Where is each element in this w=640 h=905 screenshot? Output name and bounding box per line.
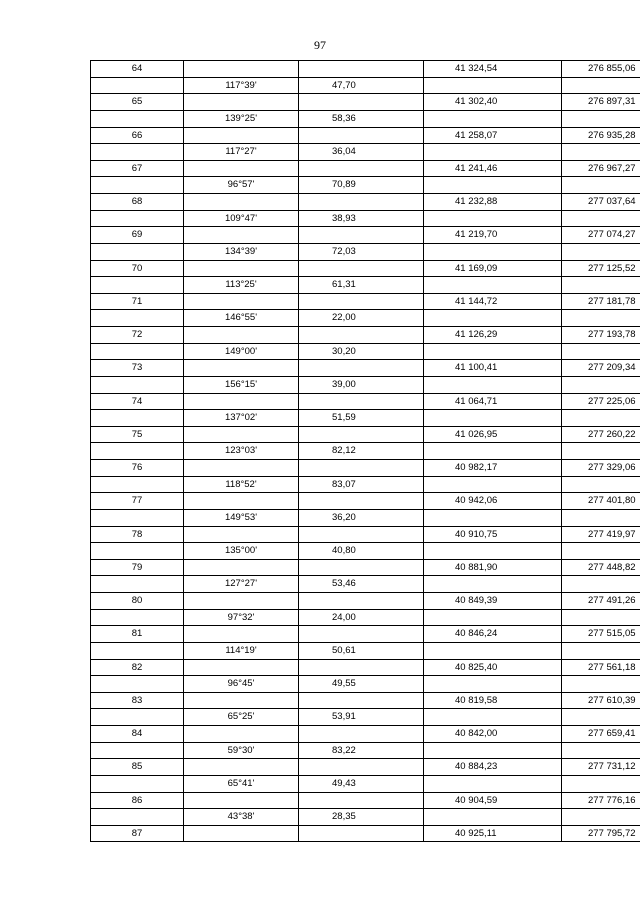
x-coordinate-cell: 40 846,24 [424,626,562,643]
x-coordinate-cell: 41 144,72 [424,293,562,310]
side-length-cell: 40,80 [299,543,424,560]
coordinates-table-body [91,61,640,842]
y-coordinate-cell: 276 855,06 [562,61,640,78]
side-row [91,443,640,460]
point-number-cell: 82 [91,659,184,676]
side-length-cell [299,94,424,111]
direction-angle-cell [184,626,299,643]
direction-angle-cell: 96°57' [184,177,299,194]
side-row [91,144,640,161]
x-coordinate-cell [424,77,562,94]
point-number-cell [91,277,184,294]
point-row [91,194,640,211]
y-coordinate-cell: 277 401,80 [562,493,640,510]
side-row [91,476,640,493]
x-coordinate-cell [424,310,562,327]
point-number-cell [91,410,184,427]
direction-angle-cell: 117°27' [184,144,299,161]
x-coordinate-cell: 41 169,09 [424,260,562,277]
point-row [91,460,640,477]
x-coordinate-cell [424,676,562,693]
point-number-cell: 73 [91,360,184,377]
side-row [91,277,640,294]
x-coordinate-cell [424,410,562,427]
side-row [91,576,640,593]
side-length-cell: 83,07 [299,476,424,493]
y-coordinate-cell: 277 181,78 [562,293,640,310]
x-coordinate-cell [424,243,562,260]
x-coordinate-cell: 41 064,71 [424,393,562,410]
point-number-cell [91,676,184,693]
side-row [91,775,640,792]
point-row [91,626,640,643]
point-number-cell [91,110,184,127]
y-coordinate-cell: 277 037,64 [562,194,640,211]
y-coordinate-cell: 276 967,27 [562,160,640,177]
y-coordinate-cell [562,742,640,759]
direction-angle-cell: 109°47' [184,210,299,227]
point-number-cell [91,144,184,161]
side-length-cell: 22,00 [299,310,424,327]
side-length-cell [299,792,424,809]
side-row [91,642,640,659]
y-coordinate-cell: 277 515,05 [562,626,640,643]
point-row [91,726,640,743]
direction-angle-cell: 137°02' [184,410,299,427]
y-coordinate-cell: 277 419,97 [562,526,640,543]
x-coordinate-cell: 41 258,07 [424,127,562,144]
x-coordinate-cell [424,543,562,560]
point-row [91,593,640,610]
side-row [91,210,640,227]
point-row [91,260,640,277]
side-length-cell: 53,91 [299,709,424,726]
y-coordinate-cell [562,376,640,393]
direction-angle-cell [184,460,299,477]
side-length-cell [299,759,424,776]
side-length-cell: 47,70 [299,77,424,94]
point-row [91,692,640,709]
side-length-cell: 39,00 [299,376,424,393]
x-coordinate-cell: 41 126,29 [424,327,562,344]
y-coordinate-cell [562,609,640,626]
direction-angle-cell [184,227,299,244]
point-row [91,426,640,443]
y-coordinate-cell: 277 610,39 [562,692,640,709]
side-length-cell: 49,43 [299,775,424,792]
point-number-cell [91,210,184,227]
side-length-cell: 61,31 [299,277,424,294]
point-number-cell [91,376,184,393]
x-coordinate-cell: 41 302,40 [424,94,562,111]
side-length-cell [299,825,424,842]
point-number-cell [91,809,184,826]
direction-angle-cell [184,94,299,111]
direction-angle-cell: 65°41' [184,775,299,792]
point-number-cell [91,77,184,94]
side-length-cell: 53,46 [299,576,424,593]
direction-angle-cell: 113°25' [184,277,299,294]
y-coordinate-cell: 277 795,72 [562,825,640,842]
point-number-cell [91,543,184,560]
x-coordinate-cell: 40 842,00 [424,726,562,743]
direction-angle-cell [184,160,299,177]
y-coordinate-cell [562,642,640,659]
y-coordinate-cell [562,576,640,593]
side-length-cell: 50,61 [299,642,424,659]
side-row [91,77,640,94]
point-number-cell [91,742,184,759]
side-row [91,742,640,759]
side-length-cell [299,360,424,377]
point-row [91,526,640,543]
side-length-cell [299,61,424,78]
y-coordinate-cell: 277 731,12 [562,759,640,776]
side-length-cell [299,493,424,510]
y-coordinate-cell [562,343,640,360]
side-length-cell: 83,22 [299,742,424,759]
point-row [91,293,640,310]
x-coordinate-cell [424,210,562,227]
point-number-cell [91,609,184,626]
x-coordinate-cell [424,509,562,526]
x-coordinate-cell [424,376,562,393]
y-coordinate-cell [562,110,640,127]
y-coordinate-cell: 277 491,26 [562,593,640,610]
y-coordinate-cell: 277 448,82 [562,559,640,576]
direction-angle-cell: 59°30' [184,742,299,759]
y-coordinate-cell [562,144,640,161]
x-coordinate-cell [424,809,562,826]
direction-angle-cell [184,194,299,211]
point-number-cell: 78 [91,526,184,543]
x-coordinate-cell: 40 881,90 [424,559,562,576]
y-coordinate-cell: 277 125,52 [562,260,640,277]
point-number-cell: 64 [91,61,184,78]
side-length-cell: 36,20 [299,509,424,526]
direction-angle-cell [184,327,299,344]
y-coordinate-cell: 277 193,78 [562,327,640,344]
direction-angle-cell [184,759,299,776]
point-number-cell: 77 [91,493,184,510]
direction-angle-cell: 114°19' [184,642,299,659]
point-number-cell [91,576,184,593]
point-number-cell: 79 [91,559,184,576]
side-length-cell: 70,89 [299,177,424,194]
x-coordinate-cell: 40 884,23 [424,759,562,776]
x-coordinate-cell [424,609,562,626]
direction-angle-cell: 117°39' [184,77,299,94]
side-length-cell [299,260,424,277]
side-length-cell [299,692,424,709]
direction-angle-cell: 156°15' [184,376,299,393]
side-row [91,676,640,693]
y-coordinate-cell [562,676,640,693]
side-length-cell [299,127,424,144]
y-coordinate-cell [562,775,640,792]
y-coordinate-cell: 276 897,31 [562,94,640,111]
x-coordinate-cell: 40 825,40 [424,659,562,676]
point-number-cell: 84 [91,726,184,743]
direction-angle-cell: 149°53' [184,509,299,526]
direction-angle-cell [184,260,299,277]
x-coordinate-cell: 40 942,06 [424,493,562,510]
point-number-cell [91,509,184,526]
x-coordinate-cell: 41 232,88 [424,194,562,211]
direction-angle-cell [184,659,299,676]
direction-angle-cell [184,692,299,709]
side-length-cell [299,460,424,477]
side-row [91,110,640,127]
point-number-cell: 80 [91,593,184,610]
direction-angle-cell: 146°55' [184,310,299,327]
x-coordinate-cell: 40 819,58 [424,692,562,709]
point-number-cell: 74 [91,393,184,410]
point-row [91,792,640,809]
side-row [91,243,640,260]
side-length-cell [299,227,424,244]
y-coordinate-cell [562,443,640,460]
direction-angle-cell: 65°25' [184,709,299,726]
x-coordinate-cell: 41 219,70 [424,227,562,244]
x-coordinate-cell [424,576,562,593]
y-coordinate-cell: 277 561,18 [562,659,640,676]
direction-angle-cell [184,792,299,809]
point-number-cell [91,775,184,792]
point-number-cell: 75 [91,426,184,443]
side-row [91,543,640,560]
x-coordinate-cell [424,277,562,294]
y-coordinate-cell [562,177,640,194]
point-number-cell [91,243,184,260]
point-number-cell [91,709,184,726]
x-coordinate-cell: 40 982,17 [424,460,562,477]
point-row [91,393,640,410]
point-number-cell: 70 [91,260,184,277]
direction-angle-cell: 123°03' [184,443,299,460]
y-coordinate-cell [562,476,640,493]
point-row [91,327,640,344]
y-coordinate-cell: 277 659,41 [562,726,640,743]
point-row [91,559,640,576]
point-number-cell [91,443,184,460]
direction-angle-cell [184,127,299,144]
side-length-cell: 58,36 [299,110,424,127]
point-number-cell: 67 [91,160,184,177]
direction-angle-cell [184,493,299,510]
side-length-cell: 36,04 [299,144,424,161]
x-coordinate-cell: 41 026,95 [424,426,562,443]
direction-angle-cell: 149°00' [184,343,299,360]
y-coordinate-cell: 277 209,34 [562,360,640,377]
x-coordinate-cell: 41 324,54 [424,61,562,78]
direction-angle-cell: 135°00' [184,543,299,560]
point-row [91,659,640,676]
side-length-cell [299,593,424,610]
side-row [91,509,640,526]
point-number-cell: 85 [91,759,184,776]
y-coordinate-cell: 277 260,22 [562,426,640,443]
x-coordinate-cell [424,177,562,194]
point-row [91,94,640,111]
direction-angle-cell: 127°27' [184,576,299,593]
point-number-cell: 68 [91,194,184,211]
side-row [91,177,640,194]
side-row [91,376,640,393]
direction-angle-cell [184,426,299,443]
x-coordinate-cell: 41 241,46 [424,160,562,177]
y-coordinate-cell: 277 776,16 [562,792,640,809]
direction-angle-cell [184,293,299,310]
point-row [91,227,640,244]
side-length-cell: 72,03 [299,243,424,260]
side-row [91,310,640,327]
y-coordinate-cell [562,509,640,526]
direction-angle-cell [184,526,299,543]
x-coordinate-cell: 40 910,75 [424,526,562,543]
y-coordinate-cell [562,310,640,327]
direction-angle-cell: 139°25' [184,110,299,127]
point-row [91,127,640,144]
side-length-cell [299,327,424,344]
side-length-cell: 82,12 [299,443,424,460]
y-coordinate-cell [562,210,640,227]
side-length-cell [299,626,424,643]
point-number-cell: 66 [91,127,184,144]
direction-angle-cell [184,360,299,377]
point-number-cell [91,343,184,360]
x-coordinate-cell [424,343,562,360]
y-coordinate-cell: 277 225,06 [562,393,640,410]
x-coordinate-cell [424,144,562,161]
point-row [91,493,640,510]
direction-angle-cell: 97°32' [184,609,299,626]
point-row [91,160,640,177]
x-coordinate-cell: 40 925,11 [424,825,562,842]
side-length-cell [299,426,424,443]
point-number-cell: 69 [91,227,184,244]
y-coordinate-cell [562,709,640,726]
point-number-cell [91,642,184,659]
point-row [91,825,640,842]
direction-angle-cell [184,61,299,78]
direction-angle-cell [184,559,299,576]
point-row [91,61,640,78]
side-row [91,343,640,360]
point-number-cell: 86 [91,792,184,809]
point-row [91,360,640,377]
side-length-cell: 49,55 [299,676,424,693]
direction-angle-cell: 43°38' [184,809,299,826]
x-coordinate-cell [424,709,562,726]
side-length-cell: 30,20 [299,343,424,360]
y-coordinate-cell: 277 329,06 [562,460,640,477]
point-number-cell: 83 [91,692,184,709]
point-number-cell: 76 [91,460,184,477]
side-row [91,709,640,726]
point-number-cell [91,310,184,327]
side-length-cell: 24,00 [299,609,424,626]
side-length-cell [299,559,424,576]
side-length-cell [299,393,424,410]
direction-angle-cell: 118°52' [184,476,299,493]
side-length-cell [299,659,424,676]
side-length-cell [299,160,424,177]
point-number-cell: 71 [91,293,184,310]
side-row [91,410,640,427]
x-coordinate-cell [424,110,562,127]
y-coordinate-cell: 276 935,28 [562,127,640,144]
x-coordinate-cell [424,443,562,460]
y-coordinate-cell [562,243,640,260]
point-number-cell: 81 [91,626,184,643]
point-row [91,759,640,776]
page-number: 97 [314,38,326,52]
side-row [91,809,640,826]
direction-angle-cell [184,726,299,743]
direction-angle-cell [184,393,299,410]
point-number-cell: 65 [91,94,184,111]
direction-angle-cell: 96°45' [184,676,299,693]
x-coordinate-cell [424,742,562,759]
coordinates-table [90,60,640,842]
direction-angle-cell [184,825,299,842]
side-length-cell [299,293,424,310]
point-number-cell: 72 [91,327,184,344]
y-coordinate-cell [562,77,640,94]
x-coordinate-cell: 41 100,41 [424,360,562,377]
y-coordinate-cell [562,277,640,294]
y-coordinate-cell [562,410,640,427]
side-length-cell: 28,35 [299,809,424,826]
y-coordinate-cell [562,543,640,560]
side-length-cell [299,726,424,743]
side-row [91,609,640,626]
direction-angle-cell: 134°39' [184,243,299,260]
point-number-cell [91,476,184,493]
x-coordinate-cell [424,775,562,792]
direction-angle-cell [184,593,299,610]
side-length-cell [299,194,424,211]
y-coordinate-cell: 277 074,27 [562,227,640,244]
point-number-cell [91,177,184,194]
side-length-cell: 51,59 [299,410,424,427]
x-coordinate-cell [424,642,562,659]
side-length-cell [299,526,424,543]
x-coordinate-cell: 40 849,39 [424,593,562,610]
point-number-cell: 87 [91,825,184,842]
x-coordinate-cell [424,476,562,493]
x-coordinate-cell: 40 904,59 [424,792,562,809]
y-coordinate-cell [562,809,640,826]
side-length-cell: 38,93 [299,210,424,227]
